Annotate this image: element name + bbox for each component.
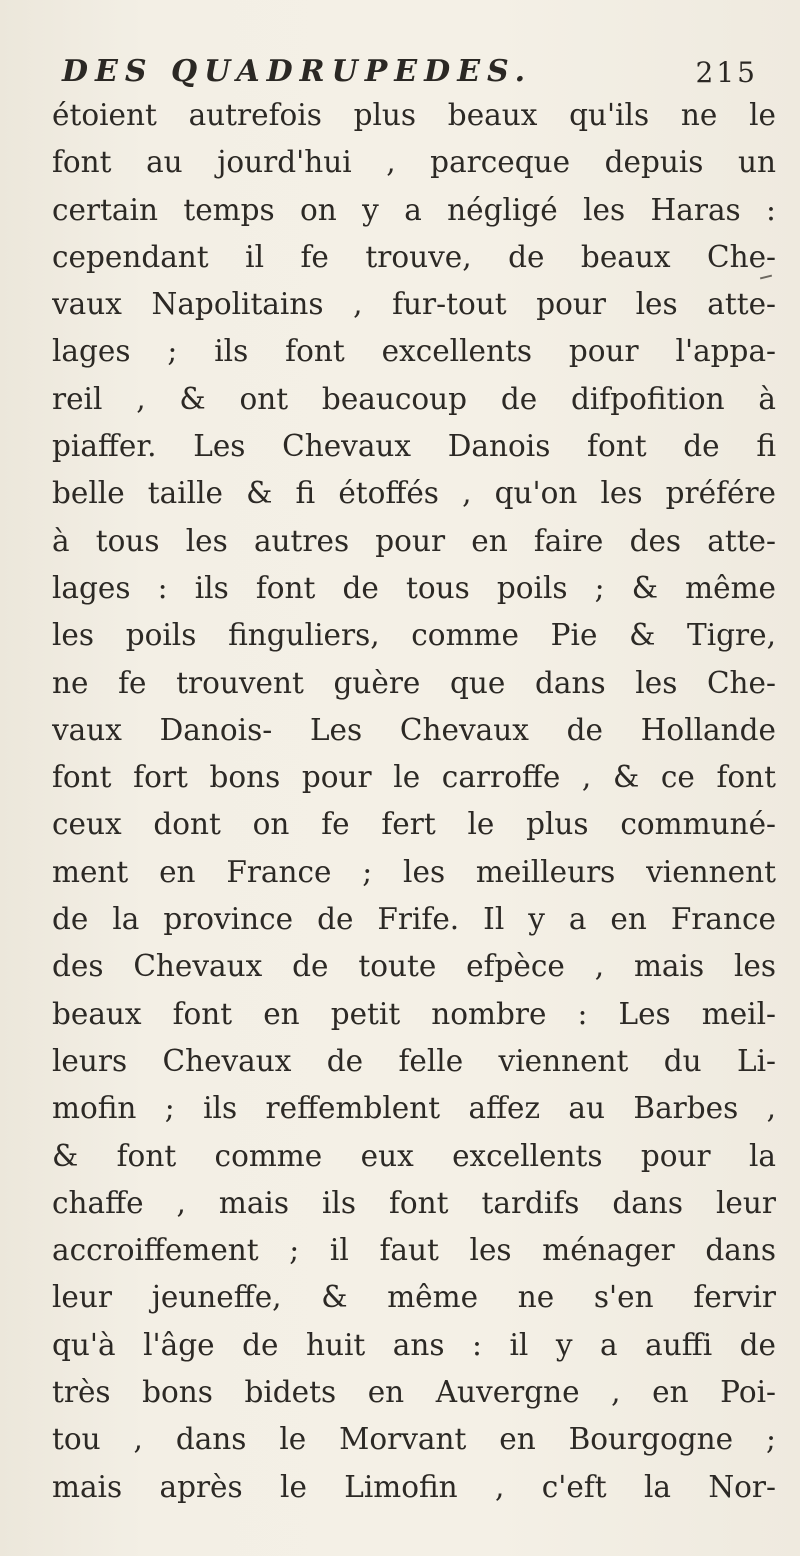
text-line: mofin ; ils reffemblent affez au Barbes , xyxy=(52,1091,776,1126)
text-line: piaffer. Les Chevaux Danois font de fi xyxy=(52,429,776,464)
text-line: lages ; ils font excellents pour l'appa- xyxy=(52,334,776,369)
text-line: qu'à l'âge de huit ans : il y a auffi de xyxy=(52,1327,776,1362)
text-line: ment en France ; les meilleurs viennent xyxy=(52,854,776,889)
text-line: ne fe trouvent guère que dans les Che- xyxy=(52,665,776,700)
text-line: leur jeuneffe, & même ne s'en fervir xyxy=(52,1280,776,1315)
text-line: leurs Chevaux de felle viennent du Li- xyxy=(52,1043,776,1078)
text-line: des Chevaux de toute efpèce , mais les xyxy=(52,949,776,984)
text-line: les poils finguliers, comme Pie & Tigre, xyxy=(52,618,776,653)
text-line: ceux dont on fe fert le plus communé- xyxy=(52,807,776,842)
body-text xyxy=(52,92,776,1511)
text-line: vaux Napolitains , fur-tout pour les atte- xyxy=(52,287,776,322)
text-line: font fort bons pour le carroffe , & ce font xyxy=(52,760,776,795)
text-line: mais après le Limofin , c'eft la Nor- xyxy=(52,1469,776,1504)
text-line: reil , & ont beaucoup de difpofition à xyxy=(52,381,776,416)
text-line: & font comme eux excellents pour la xyxy=(52,1138,776,1173)
text-line: chaffe , mais ils font tardifs dans leur xyxy=(52,1185,776,1220)
text-line: tou , dans le Morvant en Bourgogne ; xyxy=(52,1422,776,1457)
text-line: à tous les autres pour en faire des atte- xyxy=(52,523,776,558)
text-line: vaux Danois- Les Chevaux de Hollande xyxy=(52,712,776,747)
text-line: cependant il fe trouve, de beaux Che- xyxy=(52,239,776,274)
text-line: certain temps on y a négligé les Haras : xyxy=(52,192,776,227)
text-line: de la province de Frife. Il y a en France xyxy=(52,902,776,937)
page-number: 215 xyxy=(695,56,758,89)
text-line: accroiffement ; il faut les ménager dans xyxy=(52,1233,776,1268)
text-line: étoient autrefois plus beaux qu'ils ne le xyxy=(52,98,776,132)
text-line: belle taille & fi étoffés , qu'on les préfére xyxy=(52,476,776,511)
text-line: lages : ils font de tous poils ; & même xyxy=(52,570,776,605)
text-line: beaux font en petit nombre : Les meil- xyxy=(52,996,776,1031)
text-line: font au jourd'hui , parceque depuis un xyxy=(52,145,776,180)
running-head-title: DES QUADRUPEDES. xyxy=(62,54,533,89)
text-line: très bons bidets en Auvergne , en Poi- xyxy=(52,1375,776,1410)
